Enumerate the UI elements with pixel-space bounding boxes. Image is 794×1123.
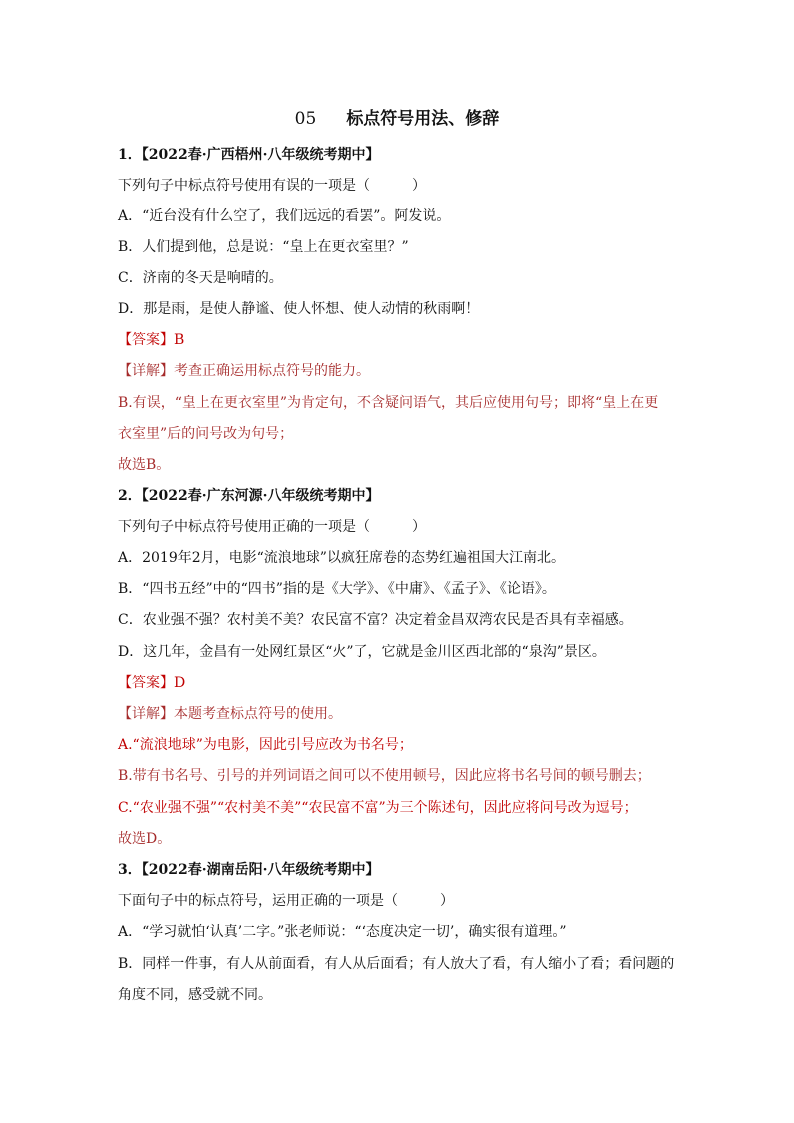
question-1-conclusion: 故选B。 [118,457,171,473]
question-3-option-b: B．同样一件事，有人从前面看，有人从后面看；有人放大了看，有人缩小了看；看问题的 [118,956,675,972]
question-1-option-a: A．“近台没有什么空了，我们远远的看罢”。阿发说。 [118,208,451,224]
question-2-header: 2．【2022春·广东河源·八年级统考期中】 [118,488,380,504]
question-3-option-b-continued: 角度不同，感受就不同。 [118,987,272,1003]
question-2-detail: 【详解】本题考查标点符号的使用。 [118,706,342,722]
question-2-explain-line-3: C.“农业强不强”“农村美不美”“农民富不富”为三个陈述句，因此应将问号改为逗号； [118,800,638,816]
question-2-explain-line-2: B.带有书名号、引号的并列词语之间可以不使用顿号，因此应将书名号间的顿号删去； [118,768,651,784]
page-title [0,104,794,129]
question-2-stem: 下列句子中标点符号使用正确的一项是（ ） [118,519,426,535]
question-1-option-d: D．那是雨，是使人静谧、使人怀想、使人动情的秋雨啊！ [118,301,480,317]
question-2-option-d: D．这几年，金昌有一处网红景区“火”了，它就是金川区西北部的“泉沟”景区。 [118,644,606,660]
question-1-stem: 下列句子中标点符号使用有误的一项是（ ） [118,178,426,194]
question-2-conclusion: 故选D。 [118,831,172,847]
question-3-stem: 下面句子中的标点符号，运用正确的一项是（ ） [118,893,454,909]
question-1-detail: 【详解】考查正确运用标点符号的能力。 [118,363,370,379]
question-2-option-a: A．2019年2月，电影“流浪地球”以疯狂席卷的态势红遍祖国大江南北。 [118,550,565,566]
question-1-header: 1．【2022春·广西梧州·八年级统考期中】 [118,147,380,163]
question-2-option-b: B．“四书五经”中的“四书”指的是《大学》、《中庸》、《孟子》、《论语》。 [118,581,556,597]
question-2-option-c: C．农业强不强？农村美不美？农民富不富？决定着金昌双湾农民是否具有幸福感。 [118,612,633,628]
question-2-answer: 【答案】D [118,675,186,691]
question-2-explain-line-1: A.“流浪地球”为电影，因此引号应改为书名号； [118,737,413,753]
title-number: 05 [294,109,317,129]
question-3-option-a: A．“学习就怕‘认真’二字。”张老师说：“‘态度决定一切’，确实很有道理。” [118,924,567,940]
question-1-explain-line-1: B.有误，“皇上在更衣室里”为肯定句，不含疑问语气，其后应使用句号；即将“皇上在更 [118,395,659,411]
question-1-explain-line-2: 衣室里”后的问号改为句号； [118,426,294,442]
question-1-option-c: C．济南的冬天是响晴的。 [118,270,283,286]
question-3-header: 3．【2022春·湖南岳阳·八年级统考期中】 [118,862,380,878]
question-1-option-b: B．人们提到他，总是说：“皇上在更衣室里？” [118,239,409,255]
question-1-answer: 【答案】B [118,332,185,348]
title-text: 标点符号用法、修辞 [346,109,500,129]
